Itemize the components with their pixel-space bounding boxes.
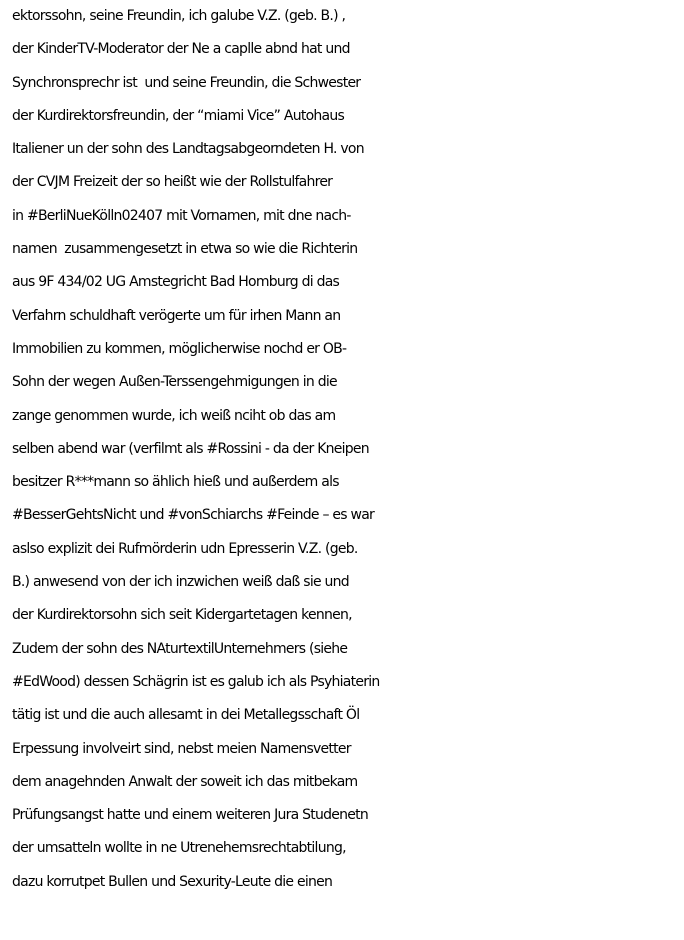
- text-line: selben abend war (verfilmt als #Rossini - da der Kneipen: [12, 440, 369, 457]
- text-line: der umsatteln wollte in ne Utrenehemsrechtabtilung,: [12, 840, 346, 857]
- text-line: zange genommen wurde, ich weiß nciht ob das am: [12, 407, 336, 424]
- text-line: B.) anwesend von der ich inzwichen weiß daß sie und: [12, 574, 349, 591]
- text-line: #BesserGehtsNicht und #vonSchiarchs #Feinde – es war: [12, 507, 375, 524]
- body-text: [12, 0, 682, 899]
- text-line: aus 9F 434/02 UG Amstegricht Bad Homburg di das: [12, 274, 340, 291]
- text-line: tätig ist und die auch allesamt in dei Metallegsschaft Öl: [12, 707, 360, 724]
- text-line: aslso explizit dei Rufmörderin udn Epresserin V.Z. (geb.: [12, 540, 358, 557]
- text-line: in #BerliNueKölln02407 mit Vornamen, mit dne nach-: [12, 207, 351, 224]
- text-line: Synchronsprechr ist und seine Freundin, die Schwester: [12, 74, 361, 91]
- text-line: Italiener un der sohn des Landtagsabgeorndeten H. von: [12, 141, 364, 158]
- text-line: dem anagehnden Anwalt der soweit ich das mitbekam: [12, 773, 358, 790]
- text-line: ektorssohn, seine Freundin, ich galube V.Z. (geb. B.) ,: [12, 8, 346, 24]
- text-line: der KinderTV-Moderator der Ne a caplle abnd hat und: [12, 41, 350, 58]
- text-line: Prüfungsangst hatte und einem weiteren Jura Studenetn: [12, 807, 368, 824]
- text-line: Erpessung involveirt sind, nebst meien Namensvetter: [12, 740, 351, 757]
- text-line: der Kurdirektorsfreundin, der “miami Vice” Autohaus: [12, 107, 344, 124]
- text-line: namen zusammengesetzt in etwa so wie die Richterin: [12, 241, 358, 258]
- text-line: Verfahrn schuldhaft verögerte um für irhen Mann an: [12, 307, 341, 324]
- text-line: Zudem der sohn des NAturtextilUnternehmers (siehe: [12, 640, 348, 657]
- text-line: besitzer R***mann so ählich hieß und außerdem als: [12, 474, 339, 491]
- text-line: der Kurdirektorsohn sich seit Kidergartetagen kennen,: [12, 607, 352, 624]
- text-line: Sohn der wegen Außen-Terssengehmigungen in die: [12, 374, 337, 391]
- text-line: der CVJM Freizeit der so heißt wie der Rollstulfahrer: [12, 174, 333, 191]
- text-line: #EdWood) dessen Schägrin ist es galub ich als Psyhiaterin: [12, 673, 380, 690]
- text-line: Immobilien zu kommen, möglicherwise nochd er OB-: [12, 340, 347, 357]
- text-line: dazu korrutpet Bullen und Sexurity-Leute die einen: [12, 873, 333, 890]
